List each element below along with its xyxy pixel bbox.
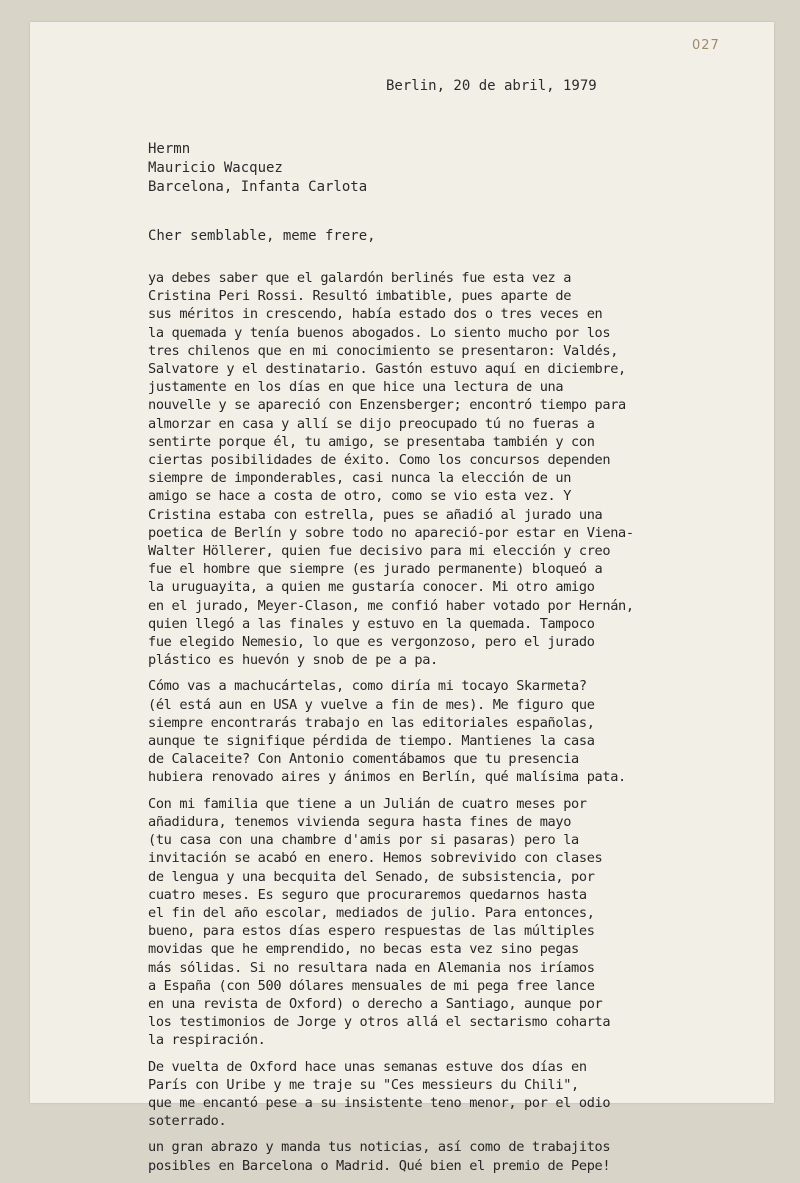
text-line: Cristina estaba con estrella, pues se añadió al jurado una xyxy=(148,506,603,523)
text-line: sentirte porque él, tu amigo, se presentaba también y con xyxy=(148,433,595,450)
text-line: Cristina Peri Rossi. Resultó imbatible, pues aparte de xyxy=(148,288,572,305)
text-line: movidas que he emprendido, no becas esta vez sino pegas xyxy=(148,941,579,958)
text-line: a España (con 500 dólares mensuales de mi pega free lance xyxy=(148,977,595,994)
text-line: De vuelta de Oxford hace unas semanas estuve dos días en xyxy=(148,1058,587,1075)
text-line: Cómo vas a machucártelas, como diría mi tocayo Skarmeta? xyxy=(148,678,587,695)
text-line: el fin del año escolar, mediados de julio. Para entonces, xyxy=(148,904,595,921)
text-line: quien llegó a las finales y estuvo en la quemada. Tampoco xyxy=(148,615,595,632)
text-line: sus méritos in crescendo, había estado dos o tres veces en xyxy=(148,306,603,323)
text-line: de lengua y una becquita del Senado, de subsistencia, por xyxy=(148,868,595,885)
text-line: que me encantó pese a su insistente teno menor, por el odio xyxy=(148,1094,611,1111)
text-line: de Calaceite? Con Antonio comentábamos que tu presencia xyxy=(148,751,579,768)
text-line: hubiera renovado aires y ánimos en Berlín, qué malísima pata. xyxy=(148,769,626,786)
text-line: siempre de imponderables, casi nunca la elección de un xyxy=(148,470,572,487)
paragraph xyxy=(148,1138,708,1174)
text-line: la uruguayita, a quien me gustaría conocer. Mi otro amigo xyxy=(148,579,595,596)
text-line: cuatro meses. Es seguro que procuraremos quedarnos hasta xyxy=(148,886,587,903)
text-line: bueno, para estos días espero respuestas de las múltiples xyxy=(148,923,595,940)
text-line: posibles en Barcelona o Madrid. Qué bien el premio de Pepe! xyxy=(148,1157,611,1174)
text-line: ciertas posibilidades de éxito. Como los concursos dependen xyxy=(148,452,611,469)
text-line: almorzar en casa y allí se dijo preocupado tú no fueras a xyxy=(148,415,595,432)
text-line: fue elegido Nemesio, lo que es vergonzoso, pero el jurado xyxy=(148,634,595,651)
text-line: ya debes saber que el galardón berlinés fue esta vez a xyxy=(148,270,572,286)
text-line: aunque te signifique pérdida de tiempo. Mantienes la casa xyxy=(148,733,595,750)
text-line: en una revista de Oxford) o derecho a Santiago, aunque por xyxy=(148,995,603,1012)
address-line: Mauricio Wacquez xyxy=(148,160,283,176)
text-line: poetica de Berlín y sobre todo no apareció-por estar en Viena- xyxy=(148,524,634,541)
address-line: Hermn xyxy=(148,141,191,157)
paragraph xyxy=(148,1058,708,1131)
text-line: amigo se hace a costa de otro, como se vio esta vez. Y xyxy=(148,488,572,505)
text-line: en el jurado, Meyer-Clason, me confió haber votado por Hernán, xyxy=(148,597,634,614)
text-line: la respiración. xyxy=(148,1032,266,1049)
text-line: (él está aun en USA y vuelve a fin de mes). Me figuro que xyxy=(148,696,595,713)
text-line: un gran abrazo y manda tus noticias, así como de trabajitos xyxy=(148,1139,611,1156)
paragraph xyxy=(148,269,708,669)
paragraph xyxy=(148,795,708,1050)
text-line: (tu casa con una chambre d'amis por si pasaras) pero la xyxy=(148,832,579,849)
text-line: Salvatore y el destinatario. Gastón estuvo aquí en diciembre, xyxy=(148,361,626,378)
text-line: Walter Höllerer, quien fue decisivo para mi elección y creo xyxy=(148,543,611,560)
text-line: plástico es huevón y snob de pe a pa. xyxy=(148,652,438,669)
letter-body xyxy=(148,269,708,1183)
text-line: añadidura, tenemos vivienda segura hasta fines de mayo xyxy=(148,813,572,830)
address-line: Barcelona, Infanta Carlota xyxy=(148,179,368,195)
text-line: Con mi familia que tiene a un Julián de cuatro meses por xyxy=(148,795,587,812)
text-line: nouvelle y se apareció con Enzensberger; encontró tiempo para xyxy=(148,397,626,414)
text-line: fue el hombre que siempre (es jurado permanente) bloqueó a xyxy=(148,561,603,578)
text-line: más sólidas. Si no resultara nada en Alemania nos iríamos xyxy=(148,959,595,976)
text-line: París con Uribe y me traje su "Ces messieurs du Chili", xyxy=(148,1076,579,1093)
text-line: la quemada y tenía buenos abogados. Lo siento mucho por los xyxy=(148,324,611,341)
recipient-address xyxy=(148,140,367,197)
text-line: siempre encontrarás trabajo en las editoriales españolas, xyxy=(148,714,595,731)
text-line: justamente en los días en que hice una lectura de una xyxy=(148,379,564,396)
archive-number: 027 xyxy=(692,38,720,53)
text-line: soterrado. xyxy=(148,1113,227,1130)
salutation: Cher semblable, meme frere, xyxy=(148,228,376,244)
letter-date: Berlin, 20 de abril, 1979 xyxy=(386,78,597,94)
text-line: tres chilenos que en mi conocimiento se presentaron: Valdés, xyxy=(148,342,619,359)
text-line: los testimonios de Jorge y otros allá el sectarismo coharta xyxy=(148,1014,611,1031)
paragraph xyxy=(148,677,708,786)
text-line: invitación se acabó en enero. Hemos sobrevivido con clases xyxy=(148,850,603,867)
